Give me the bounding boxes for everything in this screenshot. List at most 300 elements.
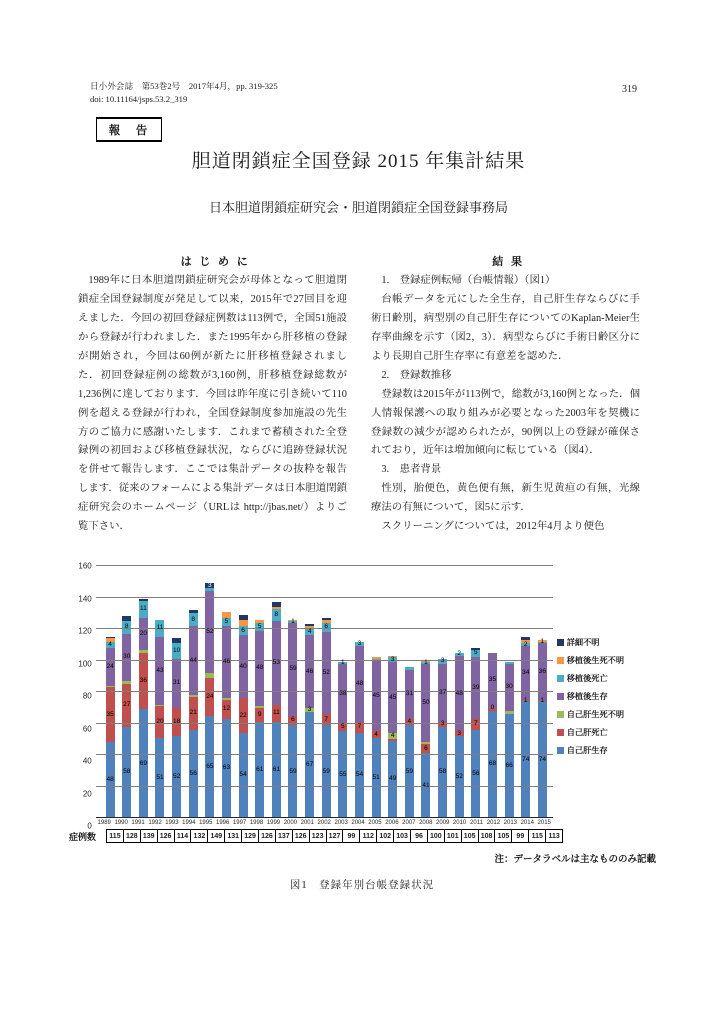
data-label: 30 — [123, 653, 131, 661]
stacked-bar-2007 — [405, 566, 414, 818]
x-tick-label: 2000 — [283, 820, 298, 826]
data-label: 6 — [424, 744, 428, 752]
stacked-bar-1995 — [205, 566, 214, 818]
y-tick-label: 140 — [78, 594, 92, 603]
segment — [189, 730, 198, 818]
segment — [372, 738, 381, 818]
y-tick-label: 120 — [78, 626, 92, 636]
data-label: 59 — [405, 767, 413, 775]
segment — [139, 599, 148, 601]
x-tick-label: 1989 — [97, 820, 111, 826]
data-label: 3 — [440, 657, 445, 665]
plot-column — [96, 566, 553, 826]
data-label: 74 — [538, 755, 546, 763]
x-tick-label: 2009 — [435, 820, 450, 826]
legend-label: 移植後生存 — [566, 691, 608, 701]
journal-citation-line: 日小外会誌 第53巻2号 2017年4月，pp. 319-325 — [90, 81, 278, 91]
segment — [172, 638, 181, 643]
bar-slot-2010 — [451, 566, 468, 818]
segment — [471, 657, 480, 718]
x-tick-label: 2006 — [385, 820, 399, 826]
data-label: 41 — [422, 781, 430, 789]
data-label: 7 — [324, 715, 329, 723]
segment — [438, 664, 447, 722]
data-label: 35 — [106, 710, 114, 718]
stacked-bar-2010 — [455, 566, 464, 818]
segment — [388, 741, 397, 818]
segment — [322, 618, 331, 620]
bar-slot-2014 — [517, 566, 534, 818]
segment — [255, 631, 264, 707]
case-count-cell-2010: 105 — [462, 829, 479, 843]
case-count-cell-1999: 137 — [276, 829, 293, 843]
segment — [538, 696, 547, 704]
segment — [471, 719, 480, 730]
data-label: 40 — [239, 662, 247, 670]
segment — [139, 618, 148, 650]
segment — [272, 609, 281, 622]
y-tick-label: 0 — [87, 821, 92, 831]
case-count-cell-2004: 112 — [360, 829, 377, 843]
data-label: 34 — [522, 668, 530, 676]
segment — [222, 618, 231, 626]
data-label: 55 — [339, 770, 347, 778]
data-label: 51 — [156, 773, 164, 781]
segment — [338, 658, 347, 666]
data-label: 69 — [139, 759, 147, 767]
data-label: 18 — [172, 717, 181, 725]
segment — [106, 648, 115, 686]
legend-label: 自己肝死亡 — [566, 727, 608, 737]
segment — [305, 712, 314, 818]
segment — [255, 623, 264, 631]
segment — [155, 706, 164, 738]
segment — [388, 739, 397, 741]
stacked-bar-2015 — [538, 566, 547, 818]
x-tick-label: 1996 — [216, 820, 230, 826]
data-label: 58 — [438, 768, 447, 776]
data-label: 8 — [274, 610, 279, 618]
data-label: 24 — [206, 692, 214, 700]
gridline-40 — [96, 754, 553, 755]
stacked-bar-2014 — [521, 566, 530, 818]
bar-slot-2011 — [468, 566, 485, 818]
segment — [505, 714, 514, 818]
data-label: 44 — [189, 656, 197, 664]
legend-swatch-icon — [557, 711, 564, 718]
stacked-bar-1994 — [189, 566, 198, 818]
segment — [122, 727, 131, 818]
data-label: 5 — [224, 617, 229, 625]
data-label: 1 — [424, 658, 428, 666]
data-label: 49 — [389, 775, 397, 783]
segment — [288, 623, 297, 716]
x-tick-label: 1992 — [148, 820, 162, 826]
data-label: 59 — [289, 767, 297, 775]
data-label: 8 — [124, 623, 129, 631]
left-column — [78, 252, 347, 537]
figure-1 — [62, 561, 662, 892]
stacked-bar-2011 — [471, 566, 480, 818]
page-number: 319 — [622, 84, 637, 95]
data-label: 4 — [374, 730, 378, 738]
case-count-cell-1997: 129 — [242, 829, 259, 843]
segment — [471, 650, 480, 658]
case-count-cell-2009: 101 — [445, 829, 462, 843]
chart-note: 注：データラベルは主なもののみ記載 — [494, 854, 656, 865]
data-label: 43 — [156, 666, 164, 674]
segment — [189, 697, 198, 730]
case-count-cell-2015: 113 — [546, 829, 563, 843]
legend-item — [557, 637, 662, 648]
data-label: 7 — [474, 720, 478, 728]
y-tick-label: 80 — [82, 691, 92, 701]
x-tick-label: 1995 — [199, 820, 213, 826]
segment — [455, 731, 464, 736]
data-label: 31 — [172, 679, 181, 687]
paper-authors: 日本胆道閉鎖症研究会・胆道閉鎖症全国登録事務局 — [208, 200, 508, 215]
segment — [355, 646, 364, 722]
stacked-bar-1996 — [222, 566, 231, 818]
segment — [521, 701, 530, 818]
segment — [272, 607, 281, 609]
data-label: 46 — [222, 657, 231, 665]
data-label: 74 — [522, 755, 530, 763]
segment — [272, 722, 281, 818]
stacked-bar-2001 — [305, 566, 314, 818]
data-label: 12 — [222, 705, 231, 713]
segment — [155, 637, 164, 705]
segment — [505, 711, 514, 714]
results-item-3-body: 性別，胎便色，黄色便有無，新生児黄疸の有無，光線療法の有無について，図5に示す． — [371, 483, 640, 514]
stacked-bar-2013 — [505, 566, 514, 818]
segment — [205, 583, 214, 588]
data-label: 6 — [324, 623, 329, 631]
bar-slot-1992 — [152, 566, 169, 818]
segment — [106, 686, 115, 688]
data-label: 21 — [189, 709, 197, 717]
stacked-bar-2008 — [421, 566, 430, 818]
stacked-bar-2005 — [372, 566, 381, 818]
data-label: 68 — [488, 760, 497, 768]
data-label: 11 — [139, 605, 147, 613]
case-count-cell-1996: 131 — [225, 829, 242, 843]
case-count-cell-2002: 127 — [327, 829, 344, 843]
data-label: 52 — [206, 627, 214, 635]
case-count-cell-1992: 126 — [158, 829, 175, 843]
segment — [139, 601, 148, 618]
data-label: 3 — [208, 581, 212, 589]
data-label: 3 — [390, 655, 395, 663]
data-label: 37 — [438, 688, 447, 696]
x-tick-label: 1999 — [266, 820, 281, 826]
gridline-0 — [96, 817, 553, 818]
data-label: 54 — [239, 771, 247, 779]
segment — [421, 658, 430, 666]
data-label: 6 — [291, 716, 295, 724]
results-item-2-heading: 2. 登録数推移 — [381, 369, 452, 381]
legend-swatch-icon — [557, 747, 564, 754]
segment — [488, 653, 497, 708]
data-label: 4 — [307, 627, 312, 635]
segment — [505, 664, 514, 711]
segment — [222, 719, 231, 818]
case-count-cell-2001: 123 — [310, 829, 327, 843]
bar-slot-2008 — [418, 566, 435, 818]
data-label: 3 — [357, 639, 362, 647]
case-count-cell-2013: 99 — [512, 829, 529, 843]
data-label: 1 — [341, 658, 345, 666]
segment — [189, 626, 198, 695]
segment — [205, 716, 214, 818]
segment — [139, 653, 148, 710]
legend-swatch-icon — [557, 639, 564, 646]
case-count-cell-2005: 102 — [377, 829, 394, 843]
x-tick-label: 2002 — [317, 820, 331, 826]
x-tick-label: 2008 — [419, 820, 433, 826]
legend-label: 移植後死亡 — [566, 673, 608, 683]
data-label: 4 — [108, 640, 112, 648]
data-label: 46 — [305, 667, 314, 675]
plot-area — [96, 566, 553, 818]
gridline-100 — [96, 660, 553, 661]
segment — [355, 639, 364, 647]
stacked-bar-1990 — [122, 566, 131, 818]
bars-container — [102, 566, 551, 818]
data-label: 38 — [339, 689, 347, 697]
case-count-cell-1989: 115 — [107, 829, 124, 843]
intro-paragraph: 1989年に日本胆道閉鎖症研究会が母体となって胆道閉鎖症全国登録制度が発足して以来，2015年で27回目を迎えました．今回の初回登録症例数は113例で，全国51施設から登録が行われました．また1995年から肝移植の登録が開始され，今回は60例が新たに肝移植登録されました．初回登録症例の総数が3,160例，肝移植登録総数が1,236例に達しております．今回は昨年度に引き続いて110例を超える登録が行われ，全国登録制度参加施設の先生方のご協力に感謝いたします．これまで蓄積された全登録例の初回および移植登録状況，ならびに追跡登録状況を併せて報告します．ここでは集計データの抜粋を報告します．従来のフォームによる集計データは日本胆道閉鎖症研究会のホームページ（URLは http://jbas.net/）よりご覧下さい． — [78, 275, 347, 533]
case-count-cell-1990: 128 — [124, 829, 141, 843]
figure-caption: 図1 登録年別台帳登録状況 — [289, 880, 435, 891]
legend-item — [557, 655, 662, 666]
segment — [239, 615, 248, 620]
legend-item — [557, 709, 662, 720]
x-axis-labels — [96, 820, 553, 826]
data-label: 35 — [488, 675, 497, 683]
data-label: 59 — [322, 767, 330, 775]
case-count-cell-1995: 149 — [208, 829, 225, 843]
data-label: 1 — [523, 696, 528, 704]
segment — [505, 662, 514, 664]
bar-slot-2015 — [534, 566, 551, 818]
segment — [405, 667, 414, 670]
legend-swatch-icon — [557, 657, 564, 664]
segment — [471, 730, 480, 818]
segment — [172, 643, 181, 659]
results-item-2-body: 登録数は2015年が113例で，総数が3,160例となった．個人情報保護への取り組みが必要となった2003年を契機に登録数の減少が認められたが，90例以上の登録が確保されており，近年は増加傾向に転じている（図4）． — [371, 388, 640, 457]
legend-swatch-icon — [557, 693, 564, 700]
segment — [372, 661, 381, 732]
segment — [155, 738, 164, 818]
x-tick-label: 1997 — [232, 820, 247, 826]
gridline-80 — [96, 691, 553, 692]
segment — [172, 659, 181, 708]
stacked-bar-1993 — [172, 566, 181, 818]
data-label: 52 — [455, 772, 463, 780]
segment — [405, 725, 414, 818]
doi-line: doi: 10.11164/jsps.53.2_319 — [90, 94, 188, 105]
data-label: 36 — [538, 667, 546, 675]
data-label: 36 — [139, 676, 147, 684]
x-tick-label: 1998 — [249, 820, 264, 826]
case-count-row-label: 症例数 — [68, 831, 96, 842]
bar-slot-2002 — [318, 566, 335, 818]
segment — [272, 602, 281, 607]
right-column — [371, 252, 640, 537]
case-count-cell-2014: 115 — [529, 829, 546, 843]
data-label: 61 — [272, 765, 280, 773]
segment — [106, 637, 115, 639]
bar-slot-2006 — [384, 566, 401, 818]
segment — [255, 706, 264, 708]
stacked-bar-2000 — [288, 566, 297, 818]
stacked-bar-2006 — [388, 566, 397, 818]
results-item-3-heading: 3. 患者背景 — [381, 464, 442, 476]
data-label: 54 — [355, 771, 364, 779]
data-label: 56 — [472, 769, 480, 777]
data-label: 45 — [389, 693, 397, 701]
data-label: 1 — [540, 638, 545, 646]
x-tick-label: 2010 — [452, 820, 467, 826]
segment — [338, 724, 347, 732]
segment — [521, 696, 530, 704]
segment — [139, 709, 148, 818]
data-label: 3 — [457, 729, 462, 737]
section-heading-results: 結果 — [492, 256, 530, 268]
x-tick-label: 1991 — [131, 820, 145, 826]
case-count-cell-2000: 126 — [293, 829, 310, 843]
bar-slot-1996 — [218, 566, 235, 818]
stacked-bar-chart — [62, 561, 662, 831]
segment — [189, 695, 198, 697]
data-label: 27 — [123, 701, 131, 709]
data-label: 10 — [172, 646, 181, 654]
data-label: 48 — [256, 664, 264, 672]
segment — [421, 664, 430, 743]
segment — [255, 722, 264, 818]
stacked-bar-2002 — [322, 566, 331, 818]
data-label: 56 — [189, 769, 197, 777]
segment — [205, 673, 214, 678]
segment — [538, 701, 547, 818]
stacked-bar-1991 — [139, 566, 148, 818]
data-label: 66 — [505, 761, 513, 769]
stacked-bar-2003 — [338, 566, 347, 818]
x-tick-label: 1993 — [165, 820, 179, 826]
legend-swatch-icon — [557, 729, 564, 736]
segment — [155, 705, 164, 707]
segment — [122, 681, 131, 684]
data-label: 4 — [407, 717, 412, 725]
data-label: 22 — [239, 711, 247, 719]
section-heading-intro: はじめに — [180, 256, 256, 268]
data-label: 39 — [472, 683, 480, 691]
segment — [239, 698, 248, 733]
stacked-bar-1992 — [155, 566, 164, 818]
segment — [189, 610, 198, 613]
segment — [388, 733, 397, 739]
segment — [272, 621, 281, 704]
segment — [372, 731, 381, 737]
data-label: 52 — [172, 772, 181, 780]
data-label: 65 — [206, 762, 214, 770]
data-label: 5 — [257, 622, 262, 630]
gridline-20 — [96, 786, 553, 787]
segment — [421, 753, 430, 818]
segment — [305, 624, 314, 626]
case-count-cell-2011: 108 — [479, 829, 496, 843]
x-tick-label: 2015 — [537, 820, 551, 826]
segment — [139, 650, 148, 653]
data-label: 61 — [256, 765, 264, 773]
y-tick-label: 160 — [78, 561, 92, 571]
data-label: 2 — [523, 640, 528, 648]
segment — [305, 629, 314, 635]
bar-slot-2007 — [401, 566, 418, 818]
data-label: 9 — [257, 710, 262, 718]
segment — [172, 708, 181, 736]
stacked-bar-1998 — [255, 566, 264, 818]
data-label: 48 — [355, 679, 364, 687]
data-label: 30 — [505, 683, 513, 691]
paper-title: 胆道閉鎖症全国登録 2015 年集計結果 — [191, 151, 526, 172]
case-count-cell-2006: 103 — [394, 829, 411, 843]
y-axis — [62, 561, 96, 831]
segment — [322, 725, 331, 818]
gridline-140 — [96, 597, 553, 598]
data-label: 20 — [156, 717, 164, 725]
results-item-3-body2: スクリーニングについては，2012年4月より便色 — [381, 521, 605, 533]
bar-slot-2009 — [434, 566, 451, 818]
data-label: 6 — [241, 626, 245, 634]
segment — [155, 620, 164, 637]
segment — [106, 687, 115, 742]
bar-slot-1991 — [135, 566, 152, 818]
data-label: 11 — [156, 624, 164, 631]
bar-slot-2000 — [285, 566, 302, 818]
y-tick-label: 40 — [82, 756, 92, 766]
bar-slot-2004 — [351, 566, 368, 818]
bar-slot-2012 — [484, 566, 501, 818]
data-label: 7 — [357, 723, 362, 731]
x-tick-label: 1994 — [182, 820, 196, 826]
data-label: 4 — [390, 731, 395, 739]
segment — [405, 670, 414, 719]
segment — [222, 700, 231, 719]
segment — [122, 616, 131, 621]
stacked-bar-2012 — [488, 566, 497, 818]
case-count-cell-1994: 132 — [191, 829, 208, 843]
bar-slot-1998 — [251, 566, 268, 818]
chart-legend — [553, 566, 662, 826]
case-count-cell-1993: 114 — [175, 829, 192, 843]
data-label: 3 — [307, 705, 312, 713]
data-label: 0 — [490, 703, 495, 711]
x-tick-label: 2001 — [300, 820, 314, 826]
legend-item — [557, 745, 662, 756]
bar-slot-2003 — [335, 566, 352, 818]
case-count-table — [106, 829, 563, 843]
segment — [222, 626, 231, 698]
stacked-bar-1989 — [106, 566, 115, 818]
article-type-badge: 報 告 — [96, 117, 162, 142]
segment — [455, 736, 464, 818]
segment — [488, 711, 497, 818]
data-label: 11 — [272, 709, 280, 717]
case-count-cell-1998: 126 — [259, 829, 276, 843]
data-label: 53 — [272, 658, 280, 666]
